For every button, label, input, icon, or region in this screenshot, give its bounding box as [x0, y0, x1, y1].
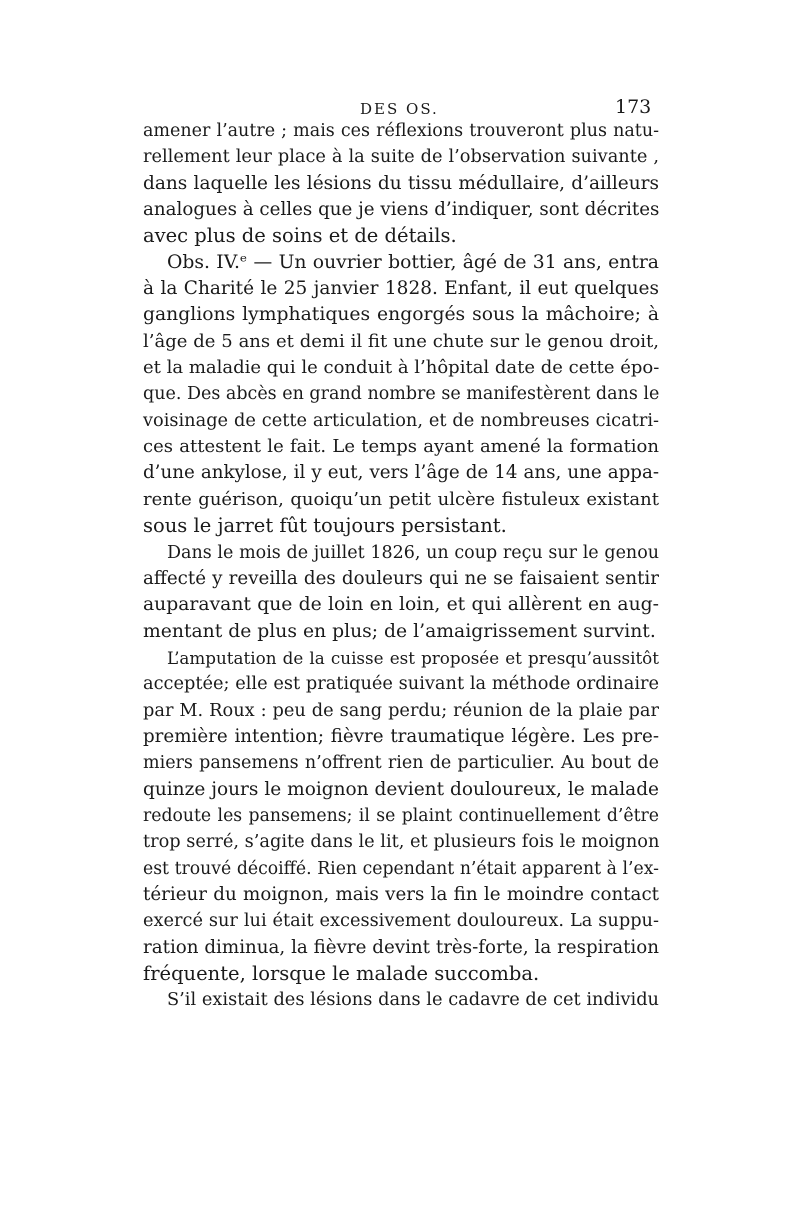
text-line: trop serré, s’agite dans le lit, et plusieurs fois le moignon: [143, 832, 660, 853]
text-line: quinze jours le moignon devient douloureux, le malade: [143, 778, 659, 800]
text-line: que. Des abcès en grand nombre se manifestèrent dans le: [143, 384, 660, 405]
text-line: ces attestent le fait. Le temps ayant amené la formation: [143, 436, 659, 458]
text-line: exercé sur lui était excessivement douloureux. La suppu-: [143, 911, 659, 932]
text-line: dans laquelle les lésions du tissu médullaire, d’ailleurs: [143, 172, 659, 194]
text-line: Dans le mois de juillet 1826, un coup reçu sur le genou: [167, 542, 659, 563]
text-line: rente guérison, quoiqu’un petit ulcère fistuleux existant: [143, 488, 659, 510]
running-header: DES OS.: [360, 100, 439, 118]
text-line: affecté y reveilla des douleurs qui ne se faisaient sentir: [143, 567, 659, 589]
text-line: redoute les pansemens; il se plaint continuellement d’être: [143, 805, 659, 826]
text-line: térieur du moignon, mais vers la fin le moindre contact: [143, 883, 659, 905]
text-line: à la Charité le 25 janvier 1828. Enfant, il eut quelques: [143, 278, 659, 300]
text-line: auparavant que de loin en loin, et qui allèrent en aug-: [143, 594, 659, 616]
text-line: ration diminua, la fièvre devint très-forte, la respiration: [143, 936, 659, 958]
body-text: [143, 118, 659, 1014]
text-line: d’une ankylose, il y eut, vers l’âge de 14 ans, une appa-: [143, 462, 659, 484]
text-line: analogues à celles que je viens d’indiquer, sont décrites: [143, 199, 660, 221]
page-number: 173: [615, 96, 652, 118]
text-line: première intention; fièvre traumatique légère. Les pre-: [143, 725, 659, 747]
text-line: amener l’autre ; mais ces réflexions trouveront plus natu-: [143, 121, 659, 141]
text-line: l’âge de 5 ans et demi il fit une chute sur le genou droit,: [143, 330, 659, 352]
text-line: L’amputation de la cuisse est proposée et presqu’aussitôt: [167, 647, 659, 668]
text-line: avec plus de soins et de détails.: [143, 224, 457, 248]
text-line: Obs. IV.ᵉ — Un ouvrier bottier, âgé de 31 ans, entra: [167, 251, 659, 273]
text-line: acceptée; elle est pratiquée suivant la méthode ordinaire: [143, 674, 659, 695]
text-line: et la maladie qui le conduit à l’hôpital date de cette épo-: [143, 357, 660, 379]
text-line: est trouvé décoiffé. Rien cependant n’était apparent à l’ex-: [143, 858, 659, 879]
text-line: sous le jarret fût toujours persistant.: [143, 514, 507, 538]
text-line: mentant de plus en plus; de l’amaigrissement survint.: [143, 620, 656, 642]
text-line: ganglions lymphatiques engorgés sous la mâchoire; à: [143, 304, 659, 326]
text-line: miers pansemens n’offrent rien de particulier. Au bout de: [143, 753, 659, 774]
text-line: par M. Roux : peu de sang perdu; réunion de la plaie par: [143, 700, 659, 721]
text-line: voisinage de cette articulation, et de nombreuses cicatri-: [143, 410, 659, 431]
text-line: S’il existait des lésions dans le cadavre de cet individu: [167, 990, 659, 1011]
text-line: fréquente, lorsque le malade succomba.: [143, 962, 540, 985]
text-line: rellement leur place à la suite de l’observation suivante ,: [143, 147, 659, 168]
